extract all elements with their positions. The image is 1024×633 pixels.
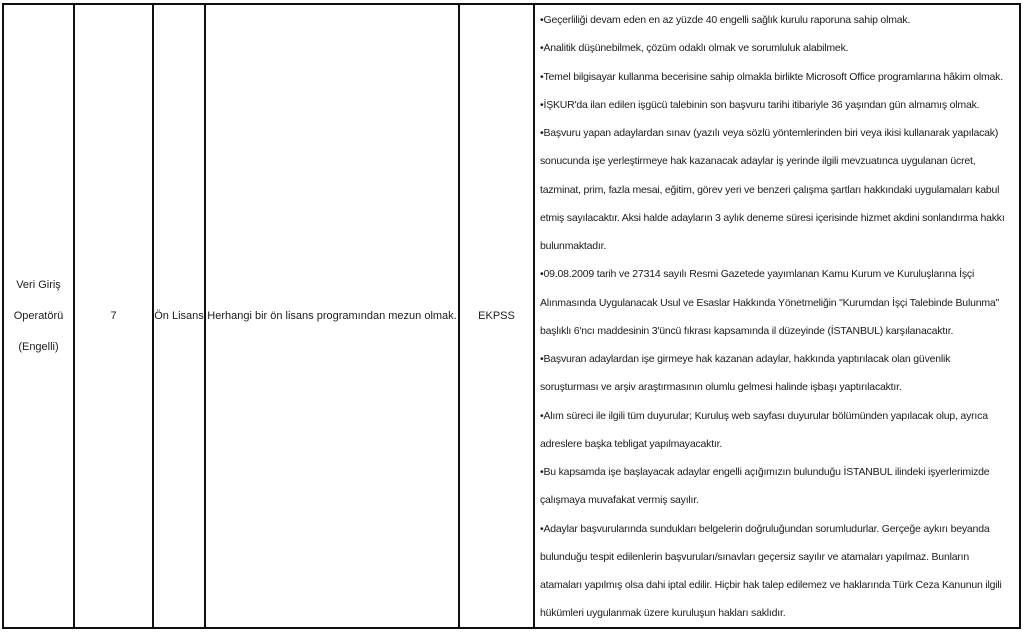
position-title-line: Operatörü: [13, 309, 64, 322]
condition-line: hükümleri uygulanmak üzere kuruluşun hakları saklıdır.: [540, 607, 786, 620]
condition-line: adreslere başka tebligat yapılmayacaktır.: [540, 437, 723, 450]
quota-cell: [75, 5, 154, 627]
graduation-requirement-cell: [206, 5, 460, 627]
condition-line: etmiş sayılacaktır. Aksi halde adayların 3 aylık deneme süresi içerisinde hizmet akdini sonlandırma hakkı: [540, 211, 1005, 224]
condition-line: •İŞKUR'da ilan edilen işgücü talebinin son başvuru tarihi itibariyle 36 yaşından gün almamış olmak.: [540, 98, 980, 111]
exam-type-cell: [460, 5, 535, 627]
position-title-line: (Engelli): [18, 340, 59, 353]
condition-line: •Alım süreci ile ilgili tüm duyurular; Kuruluş web sayfası duyurular bölümünden yapılacak olup, ayrıca: [540, 409, 988, 422]
condition-line: •Başvuru yapan adaylardan sınav (yazılı veya sözlü yöntemlerinden biri veya ikisi kullanarak yapılacak): [540, 127, 999, 139]
conditions-cell: [535, 5, 1019, 627]
condition-line: •Geçerliliği devam eden en az yüzde 40 engelli sağlık kurulu raporuna sahip olmak.: [540, 14, 911, 26]
exam-type-value: EKPSS: [478, 310, 515, 322]
condition-line: •Temel bilgisayar kullanma becerisine sahip olmakla birlikte Microsoft Office programlarına hâkim olmak.: [540, 70, 1003, 83]
position-cell: [4, 5, 75, 627]
condition-line: tazminat, prim, fazla mesai, eğitim, görev yeri ve benzeri çalışma şartları hakkındaki uygulamaları kabul: [540, 183, 1000, 196]
education-level-value: Ön Lisans: [154, 310, 204, 322]
condition-line: atamaları yapılmış olsa dahi iptal edilir. Hiçbir hak talep edilemez ve haklarında Türk Ceza Kanunun ilgili: [540, 579, 1002, 591]
condition-line: sonucunda işe yerleştirmeye hak kazanacak adaylar iş yerinde ilgili mevzuatınca uygulanan ücret,: [540, 155, 976, 168]
condition-line: soruşturması ve arşiv araştırmasının olumlu gelmesi halinde işbaşı yaptırılacaktır.: [540, 381, 902, 394]
quota-value: 7: [110, 310, 117, 322]
condition-line: •Başvuran adaylardan işe girmeye hak kazanan adaylar, hakkında yaptırılacak olan güvenlik: [540, 353, 951, 365]
condition-line: •Bu kapsamda işe başlayacak adaylar engelli açığımızın bulunduğu İSTANBUL ilindeki işyerlerimizde: [540, 466, 990, 478]
education-level-cell: [154, 5, 206, 627]
job-posting-table: [2, 3, 1021, 629]
condition-line: bulunmaktadır.: [540, 240, 607, 252]
condition-line: •Adaylar başvurularında sundukları belgelerin doğruluğundan sorumludurlar. Gerçeğe aykırı beyanda: [540, 522, 990, 535]
condition-line: bulunduğu tespit edilenlerin başvuruları/sınavları geçersiz sayılır ve atamaları yapılmaz. Bunların: [540, 550, 970, 563]
condition-line: çalışmaya muvafakat vermiş sayılır.: [540, 494, 699, 507]
condition-line: başlıklı 6'ncı maddesinin 3'üncü fıkrası kapsamında il düzeyinde (İSTANBUL) karşılanacaktır.: [540, 324, 954, 337]
condition-line: Alınmasında Uygulanacak Usul ve Esaslar Hakkında Yönetmeliğin "Kurumdan İşçi Talebinde Bulunma": [540, 296, 1000, 309]
graduation-requirement-text: Herhangi bir ön lisans programından mezun olmak.: [207, 310, 457, 322]
condition-line: •Analitik düşünebilmek, çözüm odaklı olmak ve sorumluluk alabilmek.: [540, 42, 849, 55]
condition-line: •09.08.2009 tarih ve 27314 sayılı Resmi Gazetede yayımlanan Kamu Kurum ve Kuruluşlarına İşçi: [540, 268, 975, 281]
position-title-line: Veri Giriş: [16, 278, 61, 291]
